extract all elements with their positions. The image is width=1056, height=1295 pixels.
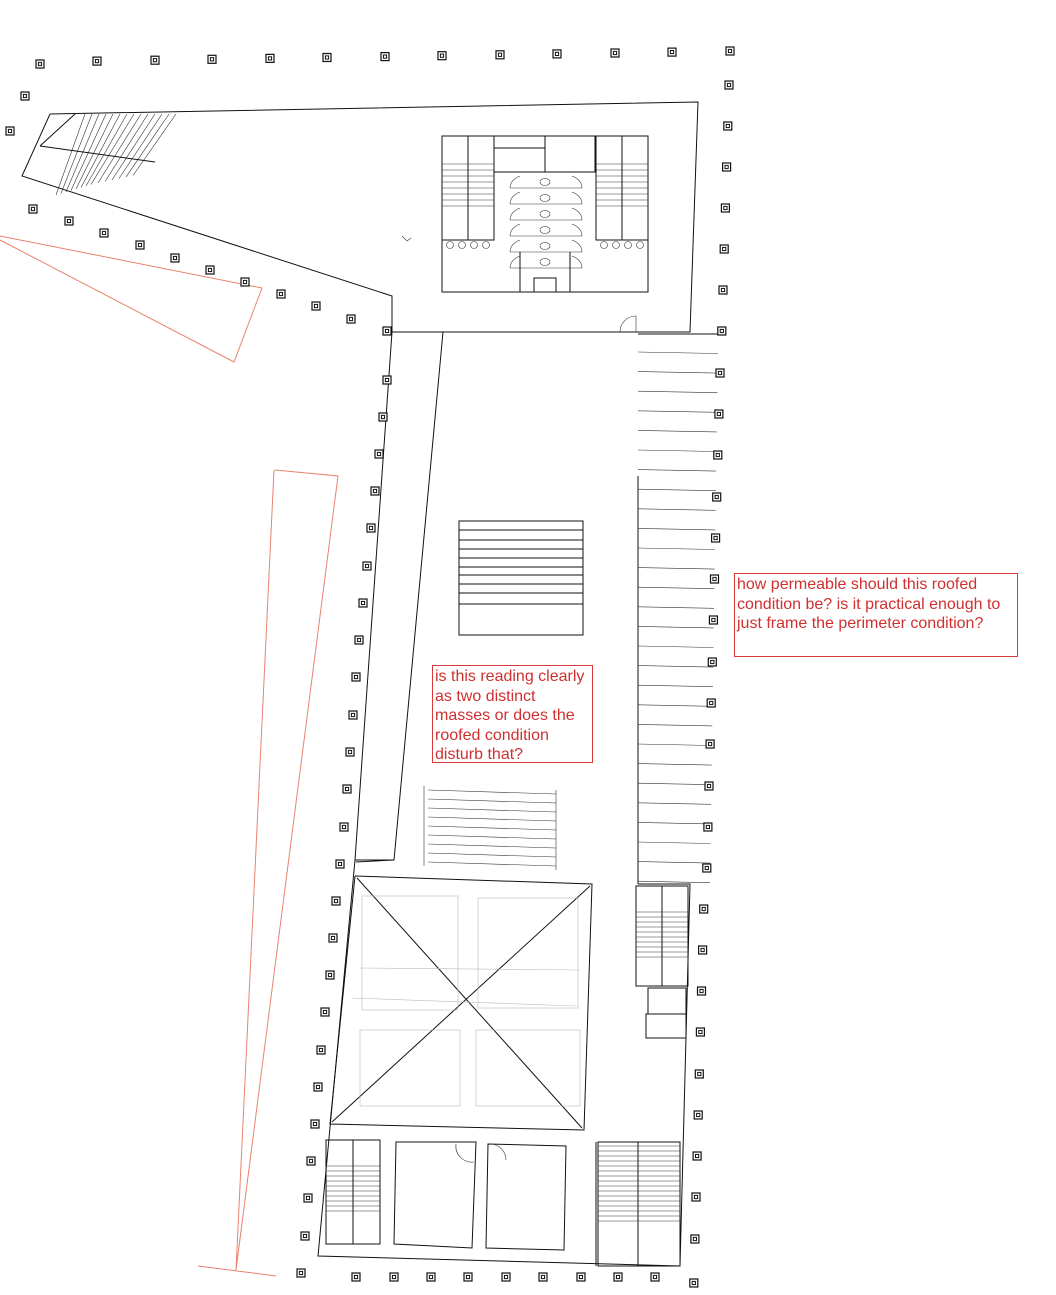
rib-line xyxy=(638,509,716,511)
ramp-hatch xyxy=(56,114,85,195)
column-core xyxy=(616,1275,619,1278)
column-core xyxy=(702,907,705,910)
stall-door xyxy=(572,208,582,220)
stall-door xyxy=(510,176,520,188)
room-bottom-1 xyxy=(394,1142,476,1248)
rib-line xyxy=(638,842,711,844)
column-core xyxy=(95,60,98,63)
seating-row xyxy=(428,790,556,794)
small-symbol xyxy=(402,236,411,241)
rib-line xyxy=(638,666,713,668)
door-swing-2 xyxy=(456,1144,474,1162)
column-core xyxy=(345,787,348,790)
column-core xyxy=(377,452,380,455)
column-core xyxy=(700,989,703,992)
stall-door xyxy=(572,176,582,188)
column-core xyxy=(716,453,719,456)
column-core xyxy=(354,1275,357,1278)
column-core xyxy=(328,973,331,976)
column-core xyxy=(701,948,704,951)
ramp-hatch xyxy=(126,114,169,177)
column-core xyxy=(319,1048,322,1051)
column-core xyxy=(429,1275,432,1278)
stall-door xyxy=(510,256,520,268)
column-core xyxy=(153,59,156,62)
column-core xyxy=(243,280,246,283)
seating-row xyxy=(428,799,556,803)
door-swing xyxy=(620,316,636,332)
column-core xyxy=(613,51,616,54)
annotation-mass: is this reading clearly as two distinct masses or does the roofed condition disturb that? xyxy=(432,665,593,763)
column-core xyxy=(696,1154,699,1157)
column-core xyxy=(670,51,673,54)
column-core xyxy=(354,675,357,678)
column-core xyxy=(138,243,141,246)
ramp-edge xyxy=(40,146,155,162)
annotation-perimeter: how permeable should this roofed condition be? is it practical enough to just frame the perimeter condition? xyxy=(734,573,1018,657)
rib-line xyxy=(638,862,710,864)
column-core xyxy=(723,247,726,250)
court-grid-1 xyxy=(362,896,458,1010)
rib-line xyxy=(638,372,718,374)
fixture-icon xyxy=(540,259,550,266)
column-core xyxy=(709,742,712,745)
seating-row xyxy=(428,817,556,821)
fixture-icon xyxy=(540,211,550,218)
ramp-hatch xyxy=(105,114,148,182)
column-core xyxy=(504,1275,507,1278)
column-core xyxy=(299,1271,302,1274)
ramp-hatch xyxy=(133,114,176,176)
rib-line xyxy=(638,489,716,491)
markup-line-base xyxy=(198,1266,276,1276)
column-core xyxy=(712,618,715,621)
rib-line xyxy=(638,744,712,746)
column-core xyxy=(102,231,105,234)
ramp-hatch xyxy=(61,114,92,194)
markup-outline xyxy=(0,236,338,1276)
column-core xyxy=(31,207,34,210)
stall-door xyxy=(572,224,582,236)
column-core xyxy=(721,288,724,291)
column-core xyxy=(316,1085,319,1088)
stair-bottom-right xyxy=(598,1142,680,1266)
column-core xyxy=(173,256,176,259)
rib-line xyxy=(638,803,711,805)
rib-line xyxy=(638,783,711,785)
column-core xyxy=(23,94,26,97)
column-core xyxy=(313,1122,316,1125)
column-core xyxy=(694,1195,697,1198)
basin-icon xyxy=(601,242,608,249)
column-core xyxy=(385,378,388,381)
ramp-hatch xyxy=(112,114,155,180)
rib-line xyxy=(638,881,710,883)
rib-line xyxy=(638,352,718,354)
column-core xyxy=(325,56,328,59)
rib-line xyxy=(638,430,717,432)
column-core xyxy=(334,899,337,902)
ramp-hatch xyxy=(98,114,141,183)
seating-row xyxy=(428,862,556,866)
column-core xyxy=(268,57,271,60)
column-core xyxy=(720,329,723,332)
rib-line xyxy=(638,626,714,628)
basin-icon xyxy=(447,242,454,249)
court-diagonal-1 xyxy=(357,878,582,1128)
fixture-icon xyxy=(540,179,550,186)
rib-line xyxy=(638,685,713,687)
column-core xyxy=(373,489,376,492)
column-core xyxy=(381,415,384,418)
ramp-hatch xyxy=(91,114,134,185)
column-core xyxy=(440,54,443,57)
column-core xyxy=(208,268,211,271)
stall-door xyxy=(572,256,582,268)
rib-line xyxy=(638,528,715,530)
rib-line xyxy=(638,587,714,589)
small-room-2 xyxy=(646,1014,686,1038)
core-shaft xyxy=(545,136,595,172)
column-core xyxy=(579,1275,582,1278)
rib-line xyxy=(638,411,717,413)
basin-icon xyxy=(625,242,632,249)
column-core xyxy=(392,1275,395,1278)
column-core xyxy=(349,317,352,320)
column-core xyxy=(727,83,730,86)
column-core xyxy=(726,124,729,127)
rib-line xyxy=(638,391,717,393)
fixture-icon xyxy=(540,227,550,234)
column-core xyxy=(323,1010,326,1013)
rib-line xyxy=(638,470,716,472)
column-core xyxy=(466,1275,469,1278)
fixture-icon xyxy=(540,243,550,250)
column-core xyxy=(314,304,317,307)
column-core xyxy=(365,564,368,567)
column-core xyxy=(357,638,360,641)
stall-door xyxy=(510,192,520,204)
stall-door xyxy=(572,240,582,252)
stall-door xyxy=(510,208,520,220)
stall-door xyxy=(510,224,520,236)
lower-wing-outline xyxy=(318,860,690,1266)
column-core xyxy=(541,1275,544,1278)
markup-line-upper xyxy=(0,236,262,362)
seating-row xyxy=(428,808,556,812)
rib-line xyxy=(638,764,712,766)
column-core xyxy=(725,165,728,168)
column-core xyxy=(306,1196,309,1199)
roofed-area-outline xyxy=(355,332,443,860)
stall-door xyxy=(572,192,582,204)
column-core xyxy=(338,862,341,865)
column-core xyxy=(692,1281,695,1284)
seating-row xyxy=(428,826,556,830)
markup-line-lower xyxy=(236,470,338,1270)
fixture-icon xyxy=(540,195,550,202)
column-core xyxy=(724,206,727,209)
rib-line xyxy=(638,548,715,550)
column-core xyxy=(697,1113,700,1116)
column-core xyxy=(331,936,334,939)
column-core xyxy=(714,536,717,539)
rib-line xyxy=(638,822,711,824)
column-core xyxy=(309,1159,312,1162)
seating-row xyxy=(428,835,556,839)
column-core xyxy=(707,784,710,787)
column-core xyxy=(693,1237,696,1240)
court-grid-2 xyxy=(478,898,578,1008)
court-grid-3 xyxy=(360,1030,460,1106)
column-core xyxy=(710,701,713,704)
column-core xyxy=(698,1072,701,1075)
room-bottom-2 xyxy=(486,1144,566,1250)
column-core xyxy=(715,495,718,498)
rib-line xyxy=(638,450,717,452)
column-core xyxy=(699,1030,702,1033)
court-outline xyxy=(330,876,592,1130)
column-core xyxy=(38,62,41,65)
basin-icon xyxy=(637,242,644,249)
plan-details xyxy=(40,114,722,1266)
column-core xyxy=(653,1275,656,1278)
stall-door xyxy=(510,240,520,252)
column-core xyxy=(369,526,372,529)
basin-icon xyxy=(471,242,478,249)
basin-icon xyxy=(459,242,466,249)
sink-unit xyxy=(534,278,556,292)
column-core xyxy=(555,52,558,55)
column-grid xyxy=(6,47,734,1287)
rib-line xyxy=(638,607,714,609)
column-core xyxy=(711,660,714,663)
column-core xyxy=(498,53,501,56)
column-core xyxy=(351,713,354,716)
rib-line xyxy=(638,568,715,570)
basin-icon xyxy=(483,242,490,249)
rib-line xyxy=(638,646,714,648)
column-core xyxy=(705,866,708,869)
court-grid-line-2 xyxy=(360,968,580,970)
column-core xyxy=(713,577,716,580)
column-core xyxy=(8,129,11,132)
column-core xyxy=(342,825,345,828)
column-core xyxy=(210,58,213,61)
seating-row xyxy=(428,853,556,857)
column-core xyxy=(718,371,721,374)
column-core xyxy=(303,1234,306,1237)
court-grid-line xyxy=(352,998,576,1006)
small-room-1 xyxy=(648,988,686,1014)
column-core xyxy=(383,55,386,58)
column-core xyxy=(67,219,70,222)
ramp-edge-2 xyxy=(40,114,75,146)
seating-row xyxy=(428,844,556,848)
column-core xyxy=(728,49,731,52)
court-diagonal-2 xyxy=(332,886,590,1122)
column-core xyxy=(361,601,364,604)
rib-line xyxy=(638,724,712,726)
rib-line xyxy=(638,705,713,707)
central-stair xyxy=(459,521,583,635)
ramp-hatch xyxy=(119,114,162,179)
column-core xyxy=(348,750,351,753)
door-swing-3 xyxy=(490,1144,506,1160)
column-core xyxy=(706,825,709,828)
column-core xyxy=(717,412,720,415)
column-core xyxy=(279,292,282,295)
column-core xyxy=(385,329,388,332)
basin-icon xyxy=(613,242,620,249)
